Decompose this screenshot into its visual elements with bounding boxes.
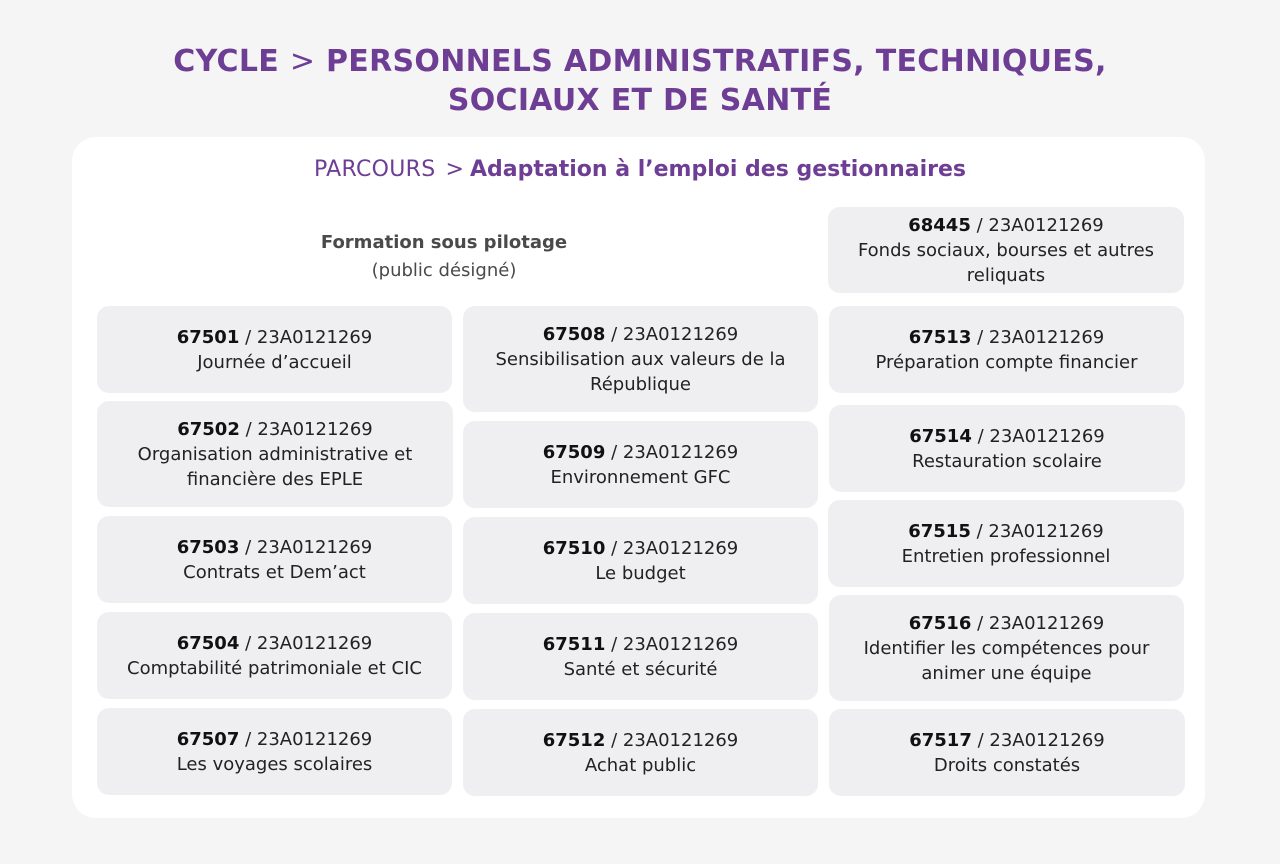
module-ref: 23A0121269	[256, 536, 373, 558]
module-ref: 23A0121269	[622, 441, 739, 463]
parcours-separator: >	[445, 157, 464, 182]
module-ref: 23A0121269	[256, 326, 373, 348]
module-card[interactable]: 67512 / 23A0121269 Achat public	[463, 709, 818, 796]
module-ref: 23A0121269	[989, 729, 1105, 751]
module-code: 67504	[176, 632, 240, 654]
module-code: 67501	[176, 326, 240, 348]
module-title: Contrats et Dem’act	[183, 561, 366, 583]
module-code: 67510	[542, 537, 606, 559]
module-title: Le budget	[595, 562, 686, 584]
module-title: Entretien professionnel	[901, 545, 1111, 567]
module-ref: 23A0121269	[988, 612, 1105, 634]
module-code: 67513	[908, 326, 972, 348]
page-title	[0, 42, 1280, 120]
module-card[interactable]: 67516 / 23A0121269 Identifier les compétences pour animer une équipe	[829, 595, 1184, 701]
module-title: Comptabilité patrimoniale et CIC	[127, 657, 422, 679]
parcours-heading	[0, 155, 1280, 185]
module-title: Restauration scolaire	[912, 450, 1102, 472]
module-title: Environnement GFC	[550, 466, 731, 488]
module-card[interactable]: 67513 / 23A0121269 Préparation compte financier	[829, 306, 1184, 393]
module-code: 68445	[908, 214, 971, 236]
module-title: Santé et sécurité	[563, 658, 718, 680]
module-ref: 23A0121269	[622, 633, 739, 655]
module-card[interactable]: 67514 / 23A0121269 Restauration scolaire	[829, 405, 1185, 492]
module-title: Organisation administrative et financière des EPLE	[137, 443, 413, 490]
module-card[interactable]: 67510 / 23A0121269 Le budget	[463, 517, 818, 604]
module-ref: 23A0121269	[256, 632, 373, 654]
module-card[interactable]: 67502 / 23A0121269 Organisation administrative et financière des EPLE	[97, 401, 453, 507]
module-card[interactable]: 67501 / 23A0121269 Journée d’accueil	[97, 306, 452, 393]
title-line1: PERSONNELS ADMINISTRATIFS, TECHNIQUES,	[326, 44, 1107, 79]
parcours-value: Adaptation à l’emploi des gestionnaires	[469, 157, 966, 182]
pilotage-note	[256, 229, 632, 285]
module-ref: 23A0121269	[622, 323, 739, 345]
module-title: Préparation compte financier	[875, 351, 1138, 373]
module-code: 67514	[909, 425, 972, 447]
module-ref: 23A0121269	[257, 418, 373, 440]
title-separator: >	[289, 44, 316, 79]
module-code: 67508	[542, 323, 606, 345]
module-code: 67515	[908, 520, 971, 542]
module-ref: 23A0121269	[988, 520, 1104, 542]
module-title: Fonds sociaux, bourses et autres reliquats	[857, 239, 1155, 286]
module-code: 67516	[908, 612, 972, 634]
title-line2: SOCIAUX ET DE SANTÉ	[447, 83, 833, 118]
module-card[interactable]: 67504 / 23A0121269 Comptabilité patrimoniale et CIC	[97, 612, 452, 699]
module-card[interactable]: 67507 / 23A0121269 Les voyages scolaires	[97, 708, 452, 795]
module-code: 67512	[542, 729, 606, 751]
module-title: Achat public	[584, 754, 697, 776]
module-code: 67507	[176, 728, 240, 750]
module-code: 67511	[542, 633, 606, 655]
module-code: 67509	[542, 441, 606, 463]
module-ref: 23A0121269	[989, 425, 1105, 447]
module-code: 67502	[177, 418, 240, 440]
module-title: Les voyages scolaires	[176, 753, 373, 775]
module-ref: 23A0121269	[256, 728, 373, 750]
module-ref: 23A0121269	[988, 214, 1104, 236]
module-ref: 23A0121269	[988, 326, 1105, 348]
module-ref: 23A0121269	[622, 729, 739, 751]
pilotage-line2: (public désigné)	[371, 260, 517, 281]
module-card[interactable]: 67509 / 23A0121269 Environnement GFC	[463, 421, 818, 508]
module-card[interactable]: 67517 / 23A0121269 Droits constatés	[829, 709, 1185, 796]
module-card[interactable]: 67508 / 23A0121269 Sensibilisation aux valeurs de la République	[463, 306, 818, 412]
parcours-label: PARCOURS	[314, 157, 436, 182]
module-code: 67517	[909, 729, 972, 751]
title-cycle: CYCLE	[173, 44, 280, 79]
module-title: Droits constatés	[933, 754, 1081, 776]
module-ref: 23A0121269	[622, 537, 739, 559]
module-title: Journée d’accueil	[197, 351, 352, 373]
module-title: Sensibilisation aux valeurs de la République	[495, 348, 786, 395]
module-card[interactable]: 67503 / 23A0121269 Contrats et Dem’act	[97, 516, 452, 603]
pilotage-line1: Formation sous pilotage	[320, 232, 568, 253]
module-card[interactable]: 67515 / 23A0121269 Entretien professionnel	[828, 500, 1184, 587]
module-card[interactable]: 67511 / 23A0121269 Santé et sécurité	[463, 613, 818, 700]
module-code: 67503	[176, 536, 240, 558]
module-title: Identifier les compétences pour animer une équipe	[863, 637, 1150, 684]
module-card[interactable]: 68445 / 23A0121269 Fonds sociaux, bourses et autres reliquats	[828, 207, 1184, 293]
